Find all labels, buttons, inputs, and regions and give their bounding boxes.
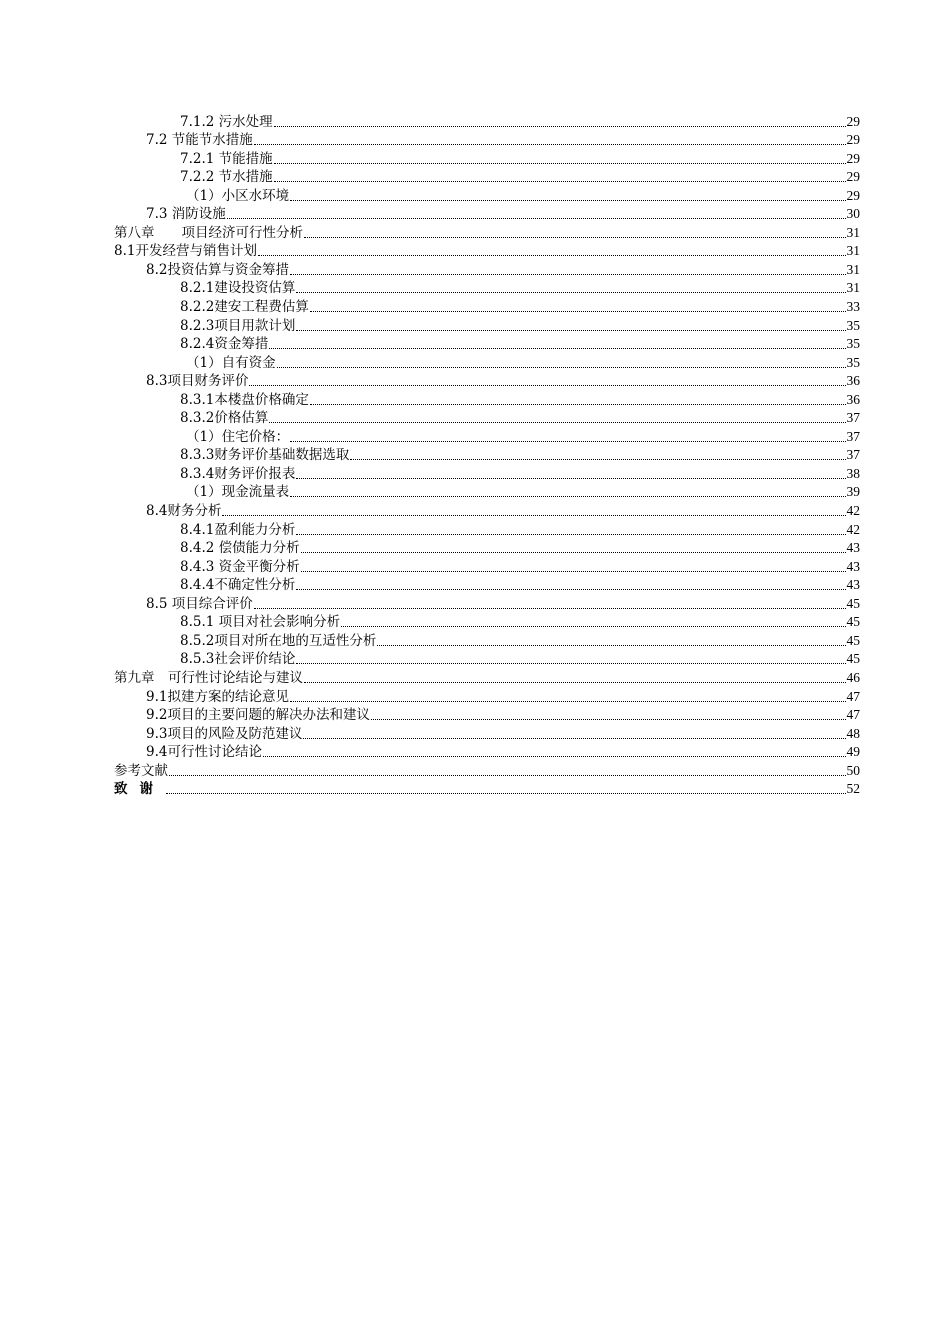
toc-dot-leader	[377, 644, 845, 646]
toc-page-number: 31	[846, 261, 860, 277]
toc-entry-title: （1）现金流量表	[186, 484, 290, 501]
toc-entry[interactable]	[114, 335, 860, 354]
toc-page-number: 49	[846, 744, 860, 760]
toc-page-number: 29	[846, 169, 860, 185]
toc-entry[interactable]	[114, 706, 860, 725]
toc-entry[interactable]	[114, 260, 860, 279]
toc-dot-leader	[249, 384, 845, 386]
toc-dot-leader	[227, 217, 846, 219]
toc-entry[interactable]	[114, 149, 860, 168]
toc-page-number: 37	[846, 428, 860, 444]
toc-entry-title: 参考文献	[114, 762, 168, 779]
toc-dot-leader	[254, 143, 846, 145]
toc-entry-title: 8.3.2价格估算	[180, 410, 269, 427]
toc-entry[interactable]	[114, 613, 860, 632]
toc-dot-leader	[310, 310, 846, 312]
toc-page-number: 31	[846, 243, 860, 259]
toc-dot-leader	[296, 662, 845, 664]
toc-entry-title: 8.2.3项目用款计划	[180, 317, 296, 334]
toc-entry[interactable]	[114, 279, 860, 298]
toc-entry-title: 8.4.3 资金平衡分析	[180, 558, 300, 575]
toc-entry[interactable]	[114, 223, 860, 242]
toc-page-number: 35	[846, 317, 860, 333]
toc-dot-leader	[350, 458, 845, 460]
toc-entry-title: 9.1拟建方案的结论意见	[146, 688, 289, 705]
toc-entry-title: 7.1.2 污水处理	[180, 113, 273, 130]
toc-entry-title: 8.4财务分析	[146, 503, 222, 520]
toc-page-number: 42	[846, 503, 860, 519]
toc-entry[interactable]	[114, 316, 860, 335]
toc-dot-leader	[254, 607, 846, 609]
toc-entry[interactable]	[114, 205, 860, 224]
toc-entry-title: 9.4可行性讨论结论	[146, 744, 262, 761]
toc-entry-title: （1）自有资金	[186, 354, 276, 371]
toc-entry[interactable]	[114, 297, 860, 316]
toc-entry-title: 8.3.3财务评价基础数据选取	[180, 447, 350, 464]
toc-entry[interactable]	[114, 687, 860, 706]
toc-entry-title: （1）小区水环境	[186, 187, 290, 204]
toc-page-number: 42	[846, 521, 860, 537]
toc-page-number: 37	[846, 447, 860, 463]
toc-dot-leader	[301, 570, 846, 572]
toc-dot-leader	[310, 403, 846, 405]
toc-entry-title: 7.2 节能节水措施	[146, 132, 253, 149]
toc-dot-leader	[269, 421, 845, 423]
toc-page-number: 43	[846, 558, 860, 574]
toc-dot-leader	[277, 366, 846, 368]
toc-page-number: 45	[846, 614, 860, 630]
toc-entry-title: 8.5.1 项目对社会影响分析	[180, 614, 341, 631]
toc-entry-title: 8.2.1建设投资估算	[180, 280, 296, 297]
toc-page-number: 35	[846, 336, 860, 352]
toc-dot-leader	[301, 551, 846, 553]
toc-entry-title: （1）住宅价格：	[186, 428, 290, 445]
toc-entry[interactable]	[114, 501, 860, 520]
toc-page-number: 36	[846, 373, 860, 389]
toc-entry[interactable]	[114, 353, 860, 372]
toc-page-number: 47	[846, 688, 860, 704]
toc-dot-leader	[269, 347, 845, 349]
toc-entry[interactable]	[114, 464, 860, 483]
toc-entry-title: 第九章 可行性讨论结论与建议	[114, 669, 303, 686]
toc-entry[interactable]	[114, 668, 860, 687]
toc-entry[interactable]	[114, 631, 860, 650]
toc-page-number: 45	[846, 595, 860, 611]
toc-entry[interactable]	[114, 446, 860, 465]
toc-entry[interactable]	[114, 650, 860, 669]
toc-page-number: 29	[846, 187, 860, 203]
toc-entry[interactable]	[114, 576, 860, 595]
toc-dot-leader	[296, 477, 845, 479]
toc-dot-leader	[274, 162, 846, 164]
toc-entry[interactable]	[114, 186, 860, 205]
toc-page-number: 48	[846, 725, 860, 741]
toc-page-number: 35	[846, 354, 860, 370]
toc-entry[interactable]	[114, 724, 860, 743]
toc-entry[interactable]	[114, 483, 860, 502]
toc-entry-title: 8.2.4资金筹措	[180, 336, 269, 353]
toc-entry[interactable]	[114, 409, 860, 428]
toc-page-number: 29	[846, 132, 860, 148]
toc-page-number: 47	[846, 707, 860, 723]
toc-entry[interactable]	[114, 242, 860, 261]
toc-entry-title: 7.3 消防设施	[146, 206, 226, 223]
toc-page-number: 45	[846, 632, 860, 648]
toc-entry[interactable]	[114, 557, 860, 576]
toc-entry[interactable]	[114, 539, 860, 558]
table-of-contents	[114, 112, 860, 798]
toc-entry[interactable]	[114, 743, 860, 762]
toc-page-number: 37	[846, 410, 860, 426]
toc-entry[interactable]	[114, 372, 860, 391]
toc-entry-title: 8.3.1本楼盘价格确定	[180, 391, 309, 408]
toc-entry-title: 8.4.4不确定性分析	[180, 577, 296, 594]
toc-dot-leader	[258, 254, 846, 256]
toc-dot-leader	[290, 199, 845, 201]
toc-page-number: 46	[846, 669, 860, 685]
toc-entry-title: 8.5 项目综合评价	[146, 595, 253, 612]
toc-dot-leader	[290, 700, 846, 702]
toc-dot-leader	[290, 273, 846, 275]
toc-dot-leader	[290, 495, 845, 497]
toc-entry-title: 8.3项目财务评价	[146, 373, 249, 390]
toc-page-number: 45	[846, 651, 860, 667]
toc-dot-leader	[274, 125, 846, 127]
toc-dot-leader	[296, 588, 845, 590]
toc-dot-leader	[274, 180, 846, 182]
toc-page-number: 43	[846, 540, 860, 556]
toc-dot-leader	[341, 625, 845, 627]
toc-page-number: 39	[846, 484, 860, 500]
toc-dot-leader	[290, 440, 845, 442]
toc-page-number: 50	[846, 762, 860, 778]
toc-dot-leader	[296, 533, 845, 535]
toc-dot-leader	[169, 774, 846, 776]
toc-entry[interactable]	[114, 780, 860, 799]
toc-entry[interactable]	[114, 131, 860, 150]
toc-entry[interactable]	[114, 390, 860, 409]
toc-entry[interactable]	[114, 168, 860, 187]
toc-entry-title: 8.3.4财务评价报表	[180, 465, 296, 482]
toc-entry-title: 8.2投资估算与资金筹措	[146, 261, 289, 278]
toc-entry-title: 8.5.2项目对所在地的互适性分析	[180, 632, 377, 649]
toc-entry[interactable]	[114, 112, 860, 131]
toc-page-number: 52	[846, 781, 860, 797]
toc-dot-leader	[222, 514, 845, 516]
toc-dot-leader	[304, 236, 846, 238]
toc-entry-title: 7.2.2 节水措施	[180, 169, 273, 186]
toc-dot-leader	[304, 681, 846, 683]
toc-entry-title: 7.2.1 节能措施	[180, 150, 273, 167]
toc-page-number: 31	[846, 224, 860, 240]
toc-entry-title: 致谢	[114, 781, 165, 798]
toc-entry-title: 8.1开发经营与销售计划	[114, 243, 257, 260]
toc-entry[interactable]	[114, 520, 860, 539]
toc-page-number: 29	[846, 150, 860, 166]
toc-dot-leader	[371, 718, 846, 720]
toc-dot-leader	[166, 792, 846, 794]
toc-page-number: 43	[846, 577, 860, 593]
toc-entry-title: 第八章 项目经济可行性分析	[114, 224, 303, 241]
toc-dot-leader	[263, 755, 846, 757]
toc-entry-title: 8.5.3社会评价结论	[180, 651, 296, 668]
toc-page-number: 29	[846, 113, 860, 129]
toc-entry-title: 9.3项目的风险及防范建议	[146, 725, 303, 742]
toc-dot-leader	[296, 291, 845, 293]
toc-entry[interactable]	[114, 761, 860, 780]
toc-dot-leader	[303, 737, 845, 739]
toc-entry-title: 8.2.2建安工程费估算	[180, 299, 309, 316]
toc-entry[interactable]	[114, 427, 860, 446]
toc-page-number: 38	[846, 465, 860, 481]
toc-page-number: 30	[846, 206, 860, 222]
toc-entry-title: 8.4.1盈利能力分析	[180, 521, 296, 538]
toc-page-number: 31	[846, 280, 860, 296]
toc-entry-title: 9.2项目的主要问题的解决办法和建议	[146, 707, 370, 724]
toc-page-number: 33	[846, 299, 860, 315]
toc-entry[interactable]	[114, 594, 860, 613]
toc-dot-leader	[296, 329, 845, 331]
toc-entry-title: 8.4.2 偿债能力分析	[180, 540, 300, 557]
toc-page-number: 36	[846, 391, 860, 407]
